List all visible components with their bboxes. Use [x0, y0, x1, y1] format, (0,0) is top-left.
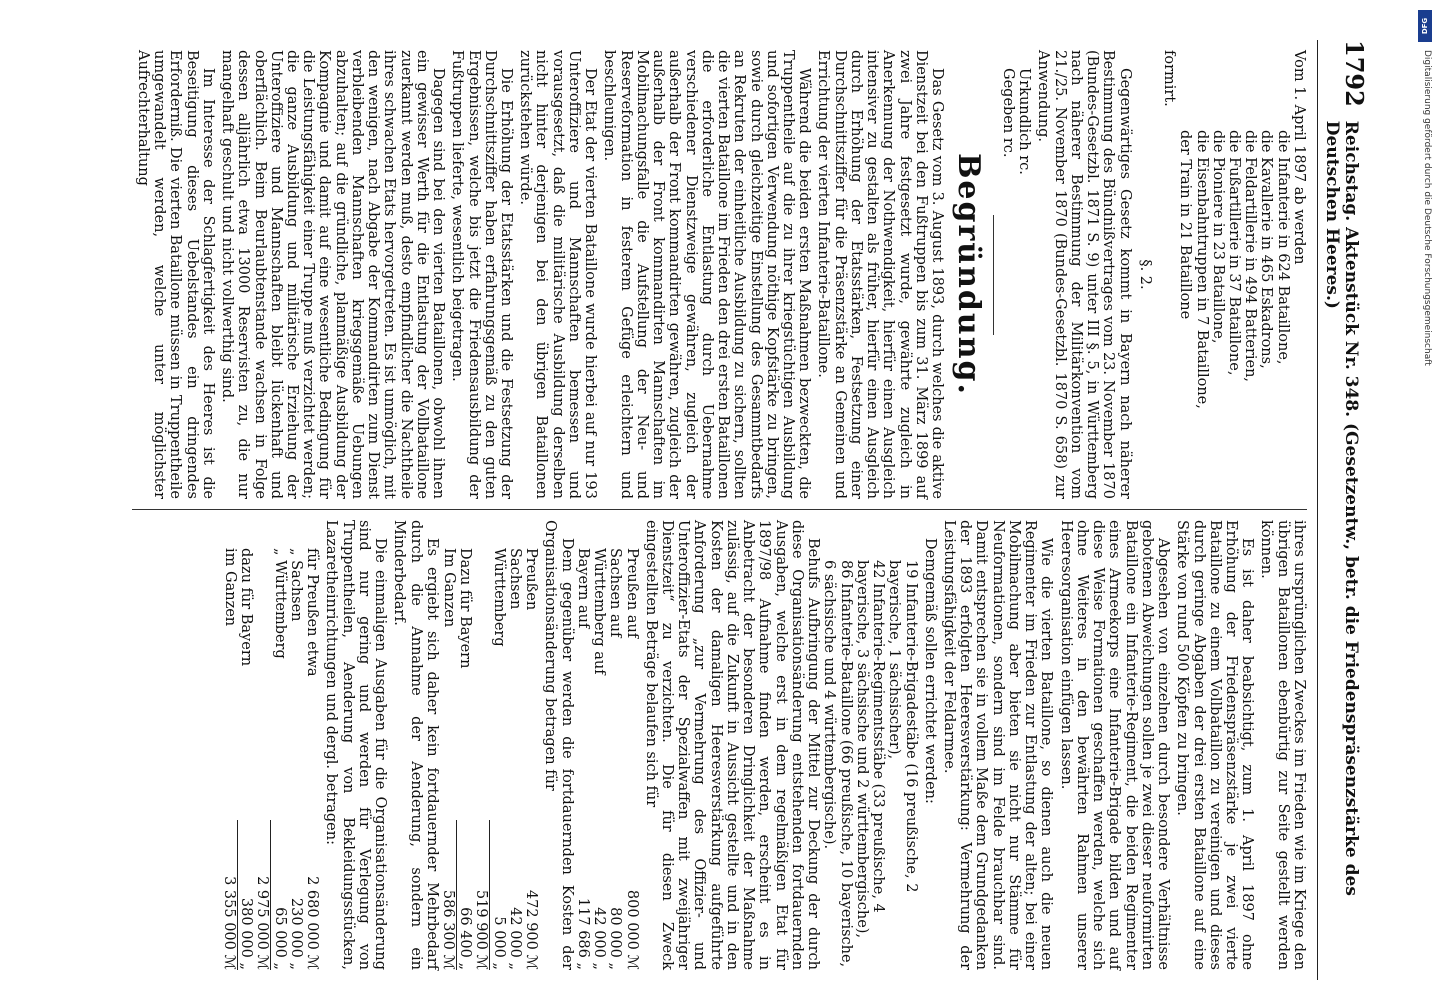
erected-item: 42 Infanterie-Regimentsstäbe (33 preußische, 4 bayerische, 3 sächsische und 2 württembergische), — [853, 560, 887, 939]
total-label: Im Ganzen — [440, 548, 457, 628]
running-header — [1317, 40, 1367, 980]
erected-item: 86 Infanterie-Bataillone (66 preußische, 10 bayerische, 6 sächsische und 4 württembergische). — [821, 560, 854, 968]
paragraph: Im Interesse der Schlagfertigkeit des Heeres ist die Beseitigung dieses Uebelstandes ein dringendes Erforderniß. Die vierten Bataillone müssen in Truppentheile umgewandelt werden, welche unter möglichster Aufrechterhaltung — [134, 50, 216, 499]
paragraph: Der Etat der vierten Bataillone wurde hierbei auf nur 193 Unteroffiziere und Mannschaften bemessen und vorausgesetzt, daß die militärische Ausbildung derselben nicht hinter derjenigen bei den übrigen Bataillonen zurückstehen würde. — [517, 50, 599, 499]
funding-note: Digitalisierung gefördert durch die Deutsche Forschungsgemeinschaft — [1422, 50, 1432, 366]
paragraph: Während die beiden ersten Maßnahmen bezweckten, die Truppentheile auf die zu ihrer kriegstüchtigen Ausbildung und sofortigen Verwendung nöthige Kopfstärke zu bringen, sowie durch gleichzeitige Einstellung des Gesammtbedarfs an Rekruten der einheitliche Ausbildung zu sichern, sollten die vierten Bataillone im Frieden den drei ersten Bataillonen die erforderliche Entlastung durch Uebernahme verschiedener Dienstzweige gewähren, zugleich der außerhalb der Front kommandirten gewähren, zugleich der außerhalb der Front kommandirten Mannschaften im Mobilmachungsfalle die Aufstellung der Neu- und Reserveformation in festerem Gefüge erleichtern und beschleunigen. — [601, 50, 813, 499]
table-row — [507, 520, 523, 970]
table-row — [238, 520, 254, 970]
row-value: 66 400 „ — [457, 907, 474, 970]
paragraph: Wie die vierten Bataillone, so dienen auch die neuen Regimenter im Frieden zur Entlastung der alten; bei einer Mobilmachung aber bieten sie nicht nur Stämme für Neuformationen, sondern sind im Felde brauchbar sind. Damit entsprechen sie in vollem Maße dem Grundgedanken der 1893 erfolgten Heeresverstärkung: Vermehrung der Leistungsfähigkeit der Feldarmee. — [941, 520, 1055, 970]
document-page — [45, 30, 1375, 990]
paragraph: Es ist daher beabsichtigt, zum 1. April 1897 ohne Erhöhung der Friedenspräsenzstärke je zwei vierte Bataillone zu einem Vollbataillon zu vereinigen und dieses durch geringe Abgaben der drei ersten Bataillone auf eine Stärke von rund 500 Köpfen zu bringen. — [1174, 520, 1256, 970]
erected-item: 19 Infanterie-Brigadestäbe (16 preußische, 2 bayerische, 1 sächsischer), — [886, 560, 919, 893]
table-row — [271, 520, 287, 970]
paragraph: Behufs Aufbringung der Mittel zur Deckung der durch diese Organisationsänderung entstehenden fortdauernden Ausgaben, welche erst in dem regelmäßigen Etat für 1897/98 Aufnahme finden werden, erscheint es in Anbetracht der besonderen Dringlichkeit der Maßnahme zulässig, auf die Zukunft in Aussicht gestellte und in den Kosten der damaligen Heeresverstärkung aufgeführte Anforderung „zur Vermehrung des Offizier- und Unteroffizier-Etats der Spezialwaffen mit zweijähriger Dienstzeit“ zu verzichten. Die für diesen Zweck eingestellten Beträge belaufen sich für — [642, 520, 822, 970]
right-column — [132, 510, 1307, 980]
list-item: die Fußartillerie in 37 Bataillone, — [1226, 130, 1242, 376]
paragraph: Dem gegenüber werden die fortdauernden Kosten der Organisationsänderung betragen für — [542, 520, 575, 970]
row-label: Preußen — [523, 548, 540, 611]
table-row — [490, 520, 506, 970]
subtotal-value: 2 975 000 ℳ — [254, 820, 271, 970]
list-item: der Train in 21 Bataillone — [1177, 130, 1194, 320]
table-row — [623, 520, 639, 970]
list-item: die Infanterie in 624 Bataillone, — [1274, 130, 1291, 365]
divider — [993, 215, 994, 335]
row-value: 380 000 „ — [238, 897, 255, 970]
dfg-logo: DFG — [1418, 10, 1432, 42]
running-title: Reichstag. Aktenstück Nr. 348. (Gesetzentw., betr. die Friedenspräsenzstärke des Deutschen Heeres.) — [1321, 120, 1361, 896]
row-value: 472 900 ℳ — [523, 889, 540, 970]
row-label: dazu für Bayern — [238, 548, 255, 667]
paragraph: Es ergiebt sich daher kein fortdauernder Mehrbedarf durch die Annahme der Aenderung, sondern ein Minderbedarf. — [391, 520, 440, 970]
row-label: Sachsen auf — [607, 548, 624, 638]
row-value: 117 686 „ — [574, 897, 591, 970]
row-label: „ Württemberg — [271, 548, 288, 659]
list-end: formirt. — [1161, 50, 1178, 107]
paragraph: Die Erhöhung der Etatsstärken und die Festsetzung der Durchschnittsziffer haben erfahrungsgemäß zu den guten Ergebnissen, welche bis jetzt die Friedensausbildung der Fußtruppen lieferte, wesentlich beigetragen. — [449, 50, 515, 499]
total-value: 586 300 ℳ — [440, 820, 457, 970]
row-value: 42 000 „ — [591, 907, 608, 970]
row-value: 42 000 „ — [506, 907, 523, 970]
formation-list — [1161, 50, 1307, 499]
row-value: 5 000 „ — [490, 916, 507, 970]
section-heading: Begründung. — [950, 153, 986, 396]
row-value: 800 000 ℳ — [623, 889, 640, 970]
section-sign: §. 2. — [1136, 259, 1153, 290]
list-intro: Vom 1. April 1897 ab werden — [1290, 50, 1307, 265]
row-label: Württemberg auf — [591, 548, 608, 675]
closing-line: Urkundlich rc. — [1016, 68, 1033, 175]
row-label: Preußen auf — [623, 548, 640, 639]
paragraph: Das Gesetz vom 3. August 1893, durch welches die aktive Dienstzeit bei den Fußtruppen bis zum 31. März 1899 auf zwei Jahre festgesetzt wurde, gewährte zugleich in Anerkennung der Nothwendigkeit, hierfür einen Ausgleich intensiver zu gestalten als früher, hierfür einen Ausgleich durch Erhöhung der Etatsstärken, Festsetzung einer Durchschnittsziffer für die Präsenzstärke an Gemeinen und Errichtung der vierten Infanterie-Bataillone. — [815, 50, 946, 499]
table-row — [575, 520, 591, 970]
paragraph: Abgesehen von einzelnen durch besondere Verhältnisse gebotenen Abweichungen sollen je zwei dieser neuformirten Bataillone ein Infanterie-Regiment, die beiden Regimenter eines Armeekorps eine Infanterie-Brigade bilden und auf diese Weise Formationen geschaffen werden, welche sich ohne Weiteres in den bewährten Rahmen unserer Heeresorganisation einfügen lassen. — [1057, 520, 1172, 970]
total-value: 3 355 000 ℳ — [221, 820, 238, 970]
total-label: im Ganzen — [221, 548, 238, 627]
row-value: 80 000 „ — [607, 907, 624, 970]
paragraph: Demgemäß sollen errichtet werden: — [921, 538, 938, 804]
table-row — [591, 520, 607, 970]
table-row — [607, 520, 623, 970]
row-label: für Preußen etwa — [304, 548, 321, 677]
closing-line: Gegeben rc. — [999, 68, 1016, 158]
row-label: Dazu für Bayern — [457, 548, 474, 669]
table-row — [288, 520, 304, 970]
row-value: 2 680 000 ℳ — [304, 876, 321, 970]
table-subtotal-row — [473, 520, 490, 970]
list-item: die Kavallerie in 465 Eskadrons, — [1258, 130, 1275, 369]
row-value: 65 000 „ — [271, 907, 288, 970]
list-item: die Pioniere in 23 Bataillone, — [1209, 130, 1226, 344]
paragraph: ihres ursprünglichen Zweckes im Frieden wie im Kriege den übrigen Bataillonen ebenbürtig zur Seite gestellt werden können. — [1258, 520, 1307, 970]
one-time-cost-table — [221, 520, 320, 970]
cost-table — [575, 520, 640, 970]
table-total-row — [221, 520, 238, 970]
digitization-sidebar — [1418, 10, 1432, 690]
paragraph: Dagegen sind bei den vierten Bataillonen, obwohl ihnen ein gewisser Werth für die Entlastung der Vollbataillone zuerkannt werden muß, desto empfindlicher die Nachtheile ihres schwachen Etats hervorgetreten. Es ist unmöglich, mit den wenigen, nach Abgabe der Kommandirten zum Dienst verbleibenden Mannschaften kriegsgemäße Uebungen abzuhalten; auf die gründliche, planmäßige Ausbildung der Kompagnie und damit auf eine wesentliche Bedingung für die Leistungsfähigkeit einer Truppe muß verzichtet werden; die ganze Ausbildung und militärische Erziehung der Unteroffiziere und Mannschaften bleibt lückenhaft und oberflächlich. Beim Beurlaubtenstande wachsen in Folge dessen alljährlich etwa 13000 Reservisten zu, die nur mangelhaft geschult und nicht vollwerthig sind. — [219, 50, 447, 499]
row-label: Württemberg — [490, 548, 507, 647]
section-text: Gegenwärtiges Gesetz kommt in Bayern nach näherer Bestimmung des Bündnißvertrages vom 23. November 1870 (Bundes-Gesetzbl. 1871 S. 9) unter III §. 5, in Württemberg nach näherer Bestimmung der Militärkonvention vom 21./25. November 1870 (Bundes-Gesetzbl. 1870 S. 658) zur Anwendung. — [1035, 50, 1133, 499]
ongoing-cost-table — [440, 520, 539, 970]
subtotal-value: 519 900 ℳ — [473, 820, 490, 970]
paragraph: Die einmaligen Ausgaben für die Organisationsänderung sind nur gering und werden für Verlegung von Truppentheilen, Aenderung von Bekleidungsstücken, Lazaretheinrichtungen und dergl. betragen: — [323, 520, 389, 970]
list-item: die Feldartillerie in 494 Batterien, — [1242, 130, 1259, 383]
row-label: „ Sachsen — [287, 548, 304, 622]
table-row — [523, 520, 539, 970]
list-item: die Eisenbahntruppen in 7 Bataillone, — [1193, 130, 1210, 409]
table-row — [304, 520, 320, 970]
row-value: 230 000 „ — [287, 897, 304, 970]
row-label: Sachsen — [506, 548, 523, 610]
table-total-row — [440, 520, 457, 970]
left-column — [132, 40, 1307, 510]
row-label: Bayern auf — [574, 548, 591, 629]
table-subtotal-row — [254, 520, 271, 970]
table-row — [457, 520, 473, 970]
page-number: 1792 — [1340, 40, 1369, 107]
